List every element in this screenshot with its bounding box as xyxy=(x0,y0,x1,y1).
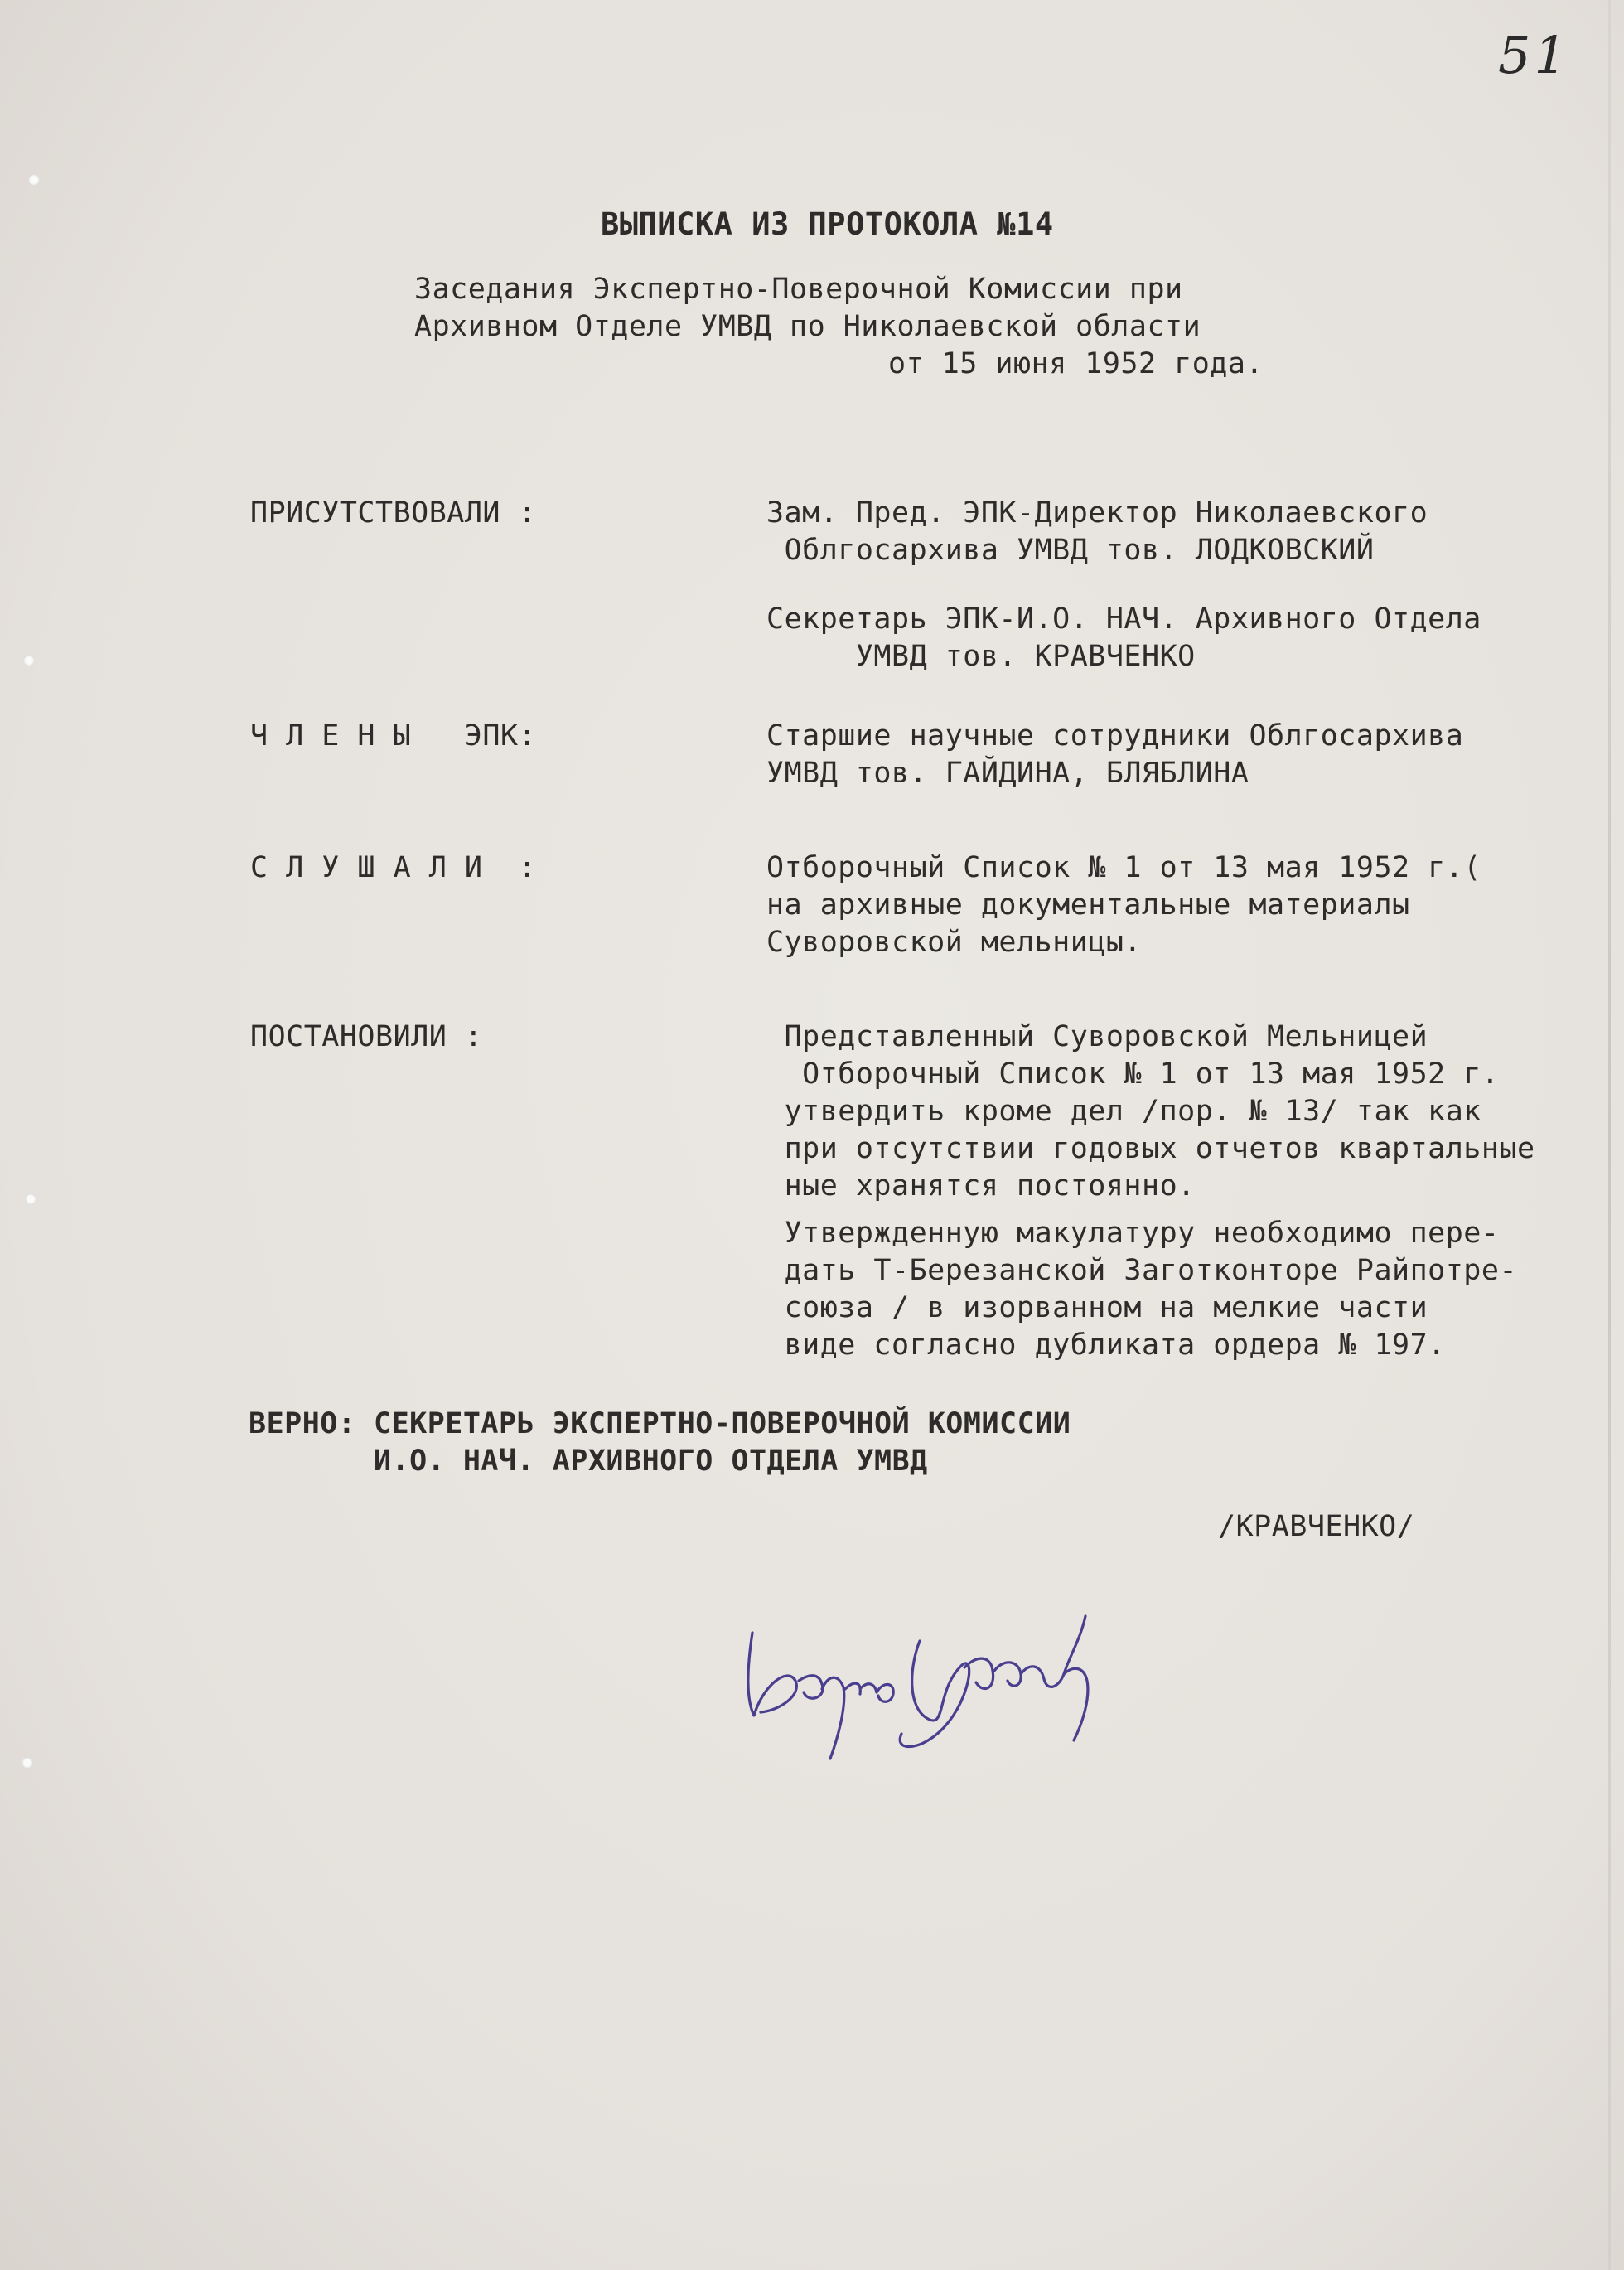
subtitle-line: от 15 июня 1952 года. xyxy=(888,347,1264,380)
handwritten-signature xyxy=(729,1542,1110,1774)
archive-page-number: 51 xyxy=(1498,25,1570,85)
content-line: УМВД тов. КРАВЧЕНКО xyxy=(766,640,1196,673)
document-subtitle xyxy=(414,271,1264,383)
section-label-members: Ч Л Е Н Ы ЭПК: xyxy=(250,719,537,753)
subtitle-line: Заседания Экспертно-Поверочной Комиссии при xyxy=(414,273,1183,306)
content-line: при отсутствии годовых отчетов квартальные xyxy=(766,1132,1535,1165)
content-line: виде согласно дубликата ордера № 197. xyxy=(766,1329,1446,1362)
content-line: ные хранятся постоянно. xyxy=(766,1169,1196,1203)
content-line: Секретарь ЭПК-И.О. НАЧ. Архивного Отдела xyxy=(766,603,1481,636)
content-line: Представленный Суворовской Мельницей xyxy=(766,1020,1428,1053)
section-content-heard xyxy=(766,849,1481,961)
section-label-present: ПРИСУТСТВОВАЛИ : xyxy=(250,496,537,530)
content-line: Облгосархива УМВД тов. ЛОДКОВСКИЙ xyxy=(766,534,1375,567)
binding-hole xyxy=(22,1757,33,1769)
content-line: на архивные документальные материалы xyxy=(766,888,1410,922)
content-line: дать Т-Березанской Заготконторе Райпотре- xyxy=(766,1254,1518,1287)
content-line: УМВД тов. ГАЙДИНА, БЛЯБЛИНА xyxy=(766,757,1249,790)
certification-line: ВЕРНО: СЕКРЕТАРЬ ЭКСПЕРТНО-ПОВЕРОЧНОЙ КОМИССИИ xyxy=(249,1407,1071,1440)
content-line: утвердить кроме дел /пор. № 13/ так как xyxy=(766,1095,1481,1128)
certification-line: И.О. НАЧ. АРХИВНОГО ОТДЕЛА УМВД xyxy=(249,1445,928,1478)
content-line: Отборочный Список № 1 от 13 мая 1952 г. xyxy=(766,1058,1500,1091)
section-label-heard: С Л У Ш А Л И : xyxy=(250,851,537,884)
section-content-members xyxy=(766,718,1463,792)
certification-block xyxy=(249,1406,1071,1480)
section-content-present xyxy=(766,495,1481,675)
page-fold-shadow xyxy=(1608,0,1611,2270)
content-line: Отборочный Список № 1 от 13 мая 1952 г.( xyxy=(766,851,1481,884)
subtitle-line: Архивном Отделе УМВД по Николаевской области xyxy=(414,310,1201,343)
binding-hole xyxy=(23,655,35,666)
content-line: союза / в изорванном на мелкие части xyxy=(766,1291,1428,1324)
content-line: Суворовской мельницы. xyxy=(766,926,1143,959)
document-title: ВЫПИСКА ИЗ ПРОТОКОЛА №14 xyxy=(601,206,1054,242)
content-line: Зам. Пред. ЭПК-Директор Николаевского xyxy=(766,496,1428,530)
binding-hole xyxy=(25,1193,36,1205)
content-line: Утвержденную макулатуру необходимо пере- xyxy=(766,1217,1500,1250)
section-label-resolved: ПОСТАНОВИЛИ : xyxy=(250,1020,483,1053)
section-content-resolved xyxy=(766,1019,1535,1364)
binding-hole xyxy=(28,174,40,186)
signatory-name: /КРАВЧЕНКО/ xyxy=(1218,1510,1415,1543)
content-line: Старшие научные сотрудники Облгосархива xyxy=(766,719,1464,753)
